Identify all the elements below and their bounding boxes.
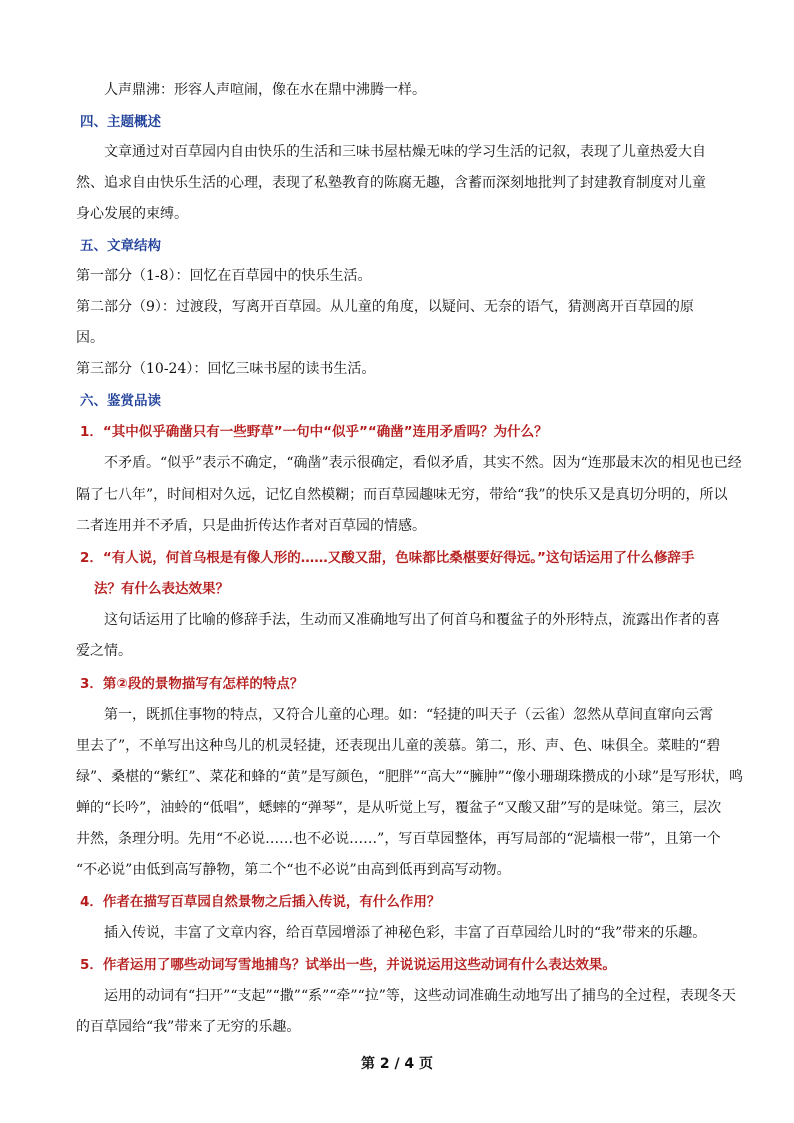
answer-line: 第一，既抓住事物的特点，又符合儿童的心理。如：“轻捷的叫天子（云雀）忽然从草间直窜向云霄 — [104, 707, 714, 723]
page-number: 第 2 / 4 页 — [360, 1056, 434, 1072]
structure-part-2-cont: 因。 — [76, 330, 104, 346]
answer-line: 井然，条理分明。先用“不必说……也不必说……”，写百草园整体，再写局部的“泥墙根一带”，且第一个 — [76, 831, 721, 847]
question-5: 5．作者运用了哪些动词写雪地捕鸟？试举出一些，并说说运用这些动词有什么表达效果。 — [80, 957, 616, 973]
answer-line: 里去了”，不单写出这种鸟儿的机灵轻捷，还表现出儿童的羡慕。第二，形、声、色、味俱全。菜畦的“碧 — [76, 738, 721, 754]
paragraph-line: 身心发展的束缚。 — [76, 206, 188, 222]
answer-line: 二者连用并不矛盾，只是曲折传达作者对百草园的情感。 — [76, 518, 426, 534]
answer-line: 隔了七八年”，时间相对久远，记忆自然模糊；而百草园趣味无穷，带给“我”的快乐又是真切分明的，所以 — [76, 487, 728, 503]
answer-line: 绿”、桑椹的“紫红”、菜花和蜂的“黄”是写颜色，“肥胖”“高大”“臃肿”“像小珊瑚珠攒成的小球”是写形状，鸣 — [76, 769, 744, 785]
question-2-cont: 法？有什么表达效果？ — [94, 581, 229, 597]
paragraph-line: 然、追求自由快乐生活的心理，表现了私塾教育的陈腐无趣，含蓄而深刻地批判了封建教育制度对儿童 — [76, 175, 706, 191]
section-heading-theme: 四、主题概述 — [80, 114, 161, 130]
question-4: 4．作者在描写百草园自然景物之后插入传说，有什么作用？ — [80, 894, 441, 910]
question-1: 1．“其中似乎确凿只有一些野草”一句中“似乎”“确凿”连用矛盾吗？为什么？ — [80, 424, 548, 440]
definition-line: 人声鼎沸：形容人声喧闹，像在水在鼎中沸腾一样。 — [104, 82, 426, 98]
answer-line: 运用的动词有“扫开”“支起”“撒”“系”“牵”“拉”等，这些动词准确生动地写出了捕鸟的全过程，表现冬天 — [104, 988, 736, 1004]
answer-line: 这句话运用了比喻的修辞手法，生动而又准确地写出了何首乌和覆盆子的外形特点，流露出作者的喜 — [104, 612, 720, 628]
answer-line: 蝉的“长吟”，油蛉的“低唱”，蟋蟀的“弹琴”，是从听觉上写，覆盆子“又酸又甜”写的是味觉。第三，层次 — [76, 800, 722, 816]
section-heading-appreciation: 六、鉴赏品读 — [80, 393, 161, 409]
answer-line: “不必说”由低到高写静物，第二个“也不必说”由高到低再到高写动物。 — [76, 862, 511, 878]
answer-line: 的百草园给“我”带来了无穷的乐趣。 — [76, 1019, 301, 1035]
answer-line: 插入传说，丰富了文章内容，给百草园增添了神秘色彩，丰富了百草园给儿时的“我”带来的乐趣。 — [104, 925, 707, 941]
answer-line: 爱之情。 — [76, 643, 132, 659]
structure-part-1: 第一部分（1-8）：回忆在百草园中的快乐生活。 — [76, 268, 372, 284]
question-3: 3．第②段的景物描写有怎样的特点？ — [80, 676, 304, 692]
section-heading-structure: 五、文章结构 — [80, 238, 161, 254]
question-2: 2．“有人说，何首乌根是有像人形的……又酸又甜，色味都比桑椹要好得远。”这句话运用了什么修辞手 — [80, 550, 695, 566]
structure-part-2: 第二部分（9）：过渡段，写离开百草园。从儿童的角度，以疑问、无奈的语气，猜测离开百草园的原 — [76, 299, 694, 315]
paragraph-line: 文章通过对百草园内自由快乐的生活和三味书屋枯燥无味的学习生活的记叙，表现了儿童热爱大自 — [104, 144, 706, 160]
structure-part-3: 第三部分（10-24）：回忆三味书屋的读书生活。 — [76, 361, 376, 377]
answer-line: 不矛盾。“似乎”表示不确定，“确凿”表示很确定，看似矛盾，其实不然。因为“连那最末次的相见也已经 — [104, 455, 742, 471]
